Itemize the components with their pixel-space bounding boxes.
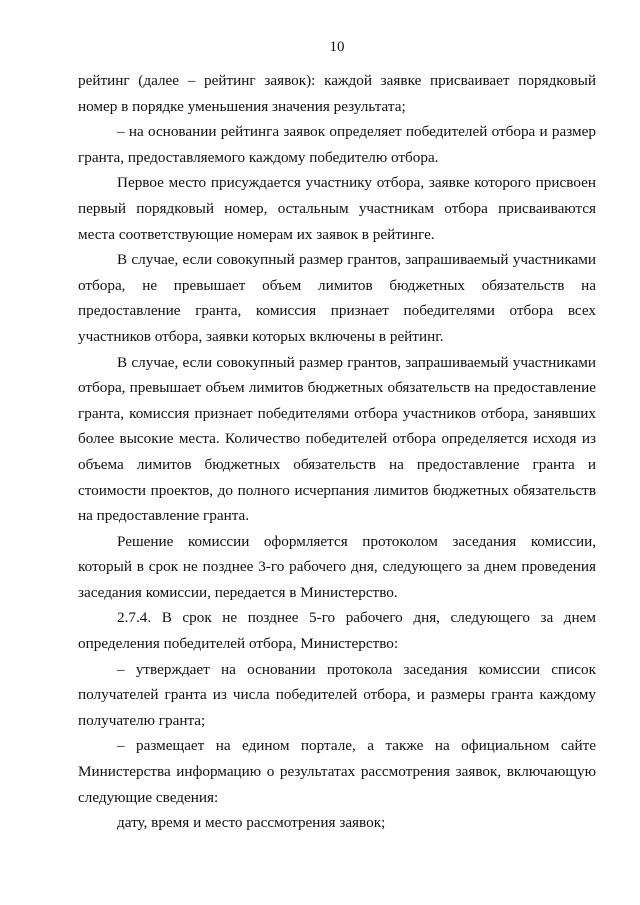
paragraph-commission-decision: Решение комиссии оформляется протоколом заседания комиссии, который в срок не позднее 3-го рабочего дня, следующего за днем проведения заседания комиссии, передается в Министерство.: [78, 532, 596, 601]
paragraph-approves-list: – утверждает на основании протокола заседания комиссии список получателей гранта из числа победителей отбора, и размеры гранта каждому получателю гранта;: [78, 660, 596, 729]
paragraph-determine-winners: – на основании рейтинга заявок определяет победителей отбора и размер гранта, предоставляемого каждому победителю отбора.: [78, 123, 596, 166]
paragraph-section-2-7-4: 2.7.4. В срок не позднее 5-го рабочего дня, следующего за днем определения победителей отбора, Министерство:: [78, 609, 596, 653]
paragraph-publishes-info: – размещает на едином портале, а также на официальном сайте Министерства информацию о результатах рассмотрения заявок, включающую следующие сведения:: [78, 737, 596, 806]
paragraph-not-exceeding-limits: В случае, если совокупный размер грантов, запрашиваемый участниками отбора, не превышает объем лимитов бюджетных обязательств на предоставление гранта, комиссия признает победителями отбора всех участников отбора, заявки которых включены в рейтинг.: [78, 251, 596, 345]
paragraph-first-place: Первое место присуждается участнику отбора, заявке которого присвоен первый порядковый номер, остальным участникам отбора присваиваются места соответствующие номерам их заявок в рейтинге.: [78, 174, 596, 243]
page-number: 10: [329, 39, 345, 55]
paragraph-rating-continuation: рейтинг (далее – рейтинг заявок): каждой заявке присваивает порядковый номер в порядке уменьшения значения результата;: [78, 72, 596, 115]
paragraph-date-time-place: дату, время и место рассмотрения заявок;: [117, 814, 386, 832]
paragraph-exceeding-limits: В случае, если совокупный размер грантов, запрашиваемый участниками отбора, превышает объем лимитов бюджетных обязательств на предоставление гранта, комиссия признает победителями отбора участников отбора, занявших более высокие места. Количество победителей отбора определяется исходя из объема лимитов бюджетных обязательств на предоставление гранта и стоимости проектов, до полного исчерпания лимитов бюджетных обязательств на предоставление гранта.: [78, 353, 596, 525]
